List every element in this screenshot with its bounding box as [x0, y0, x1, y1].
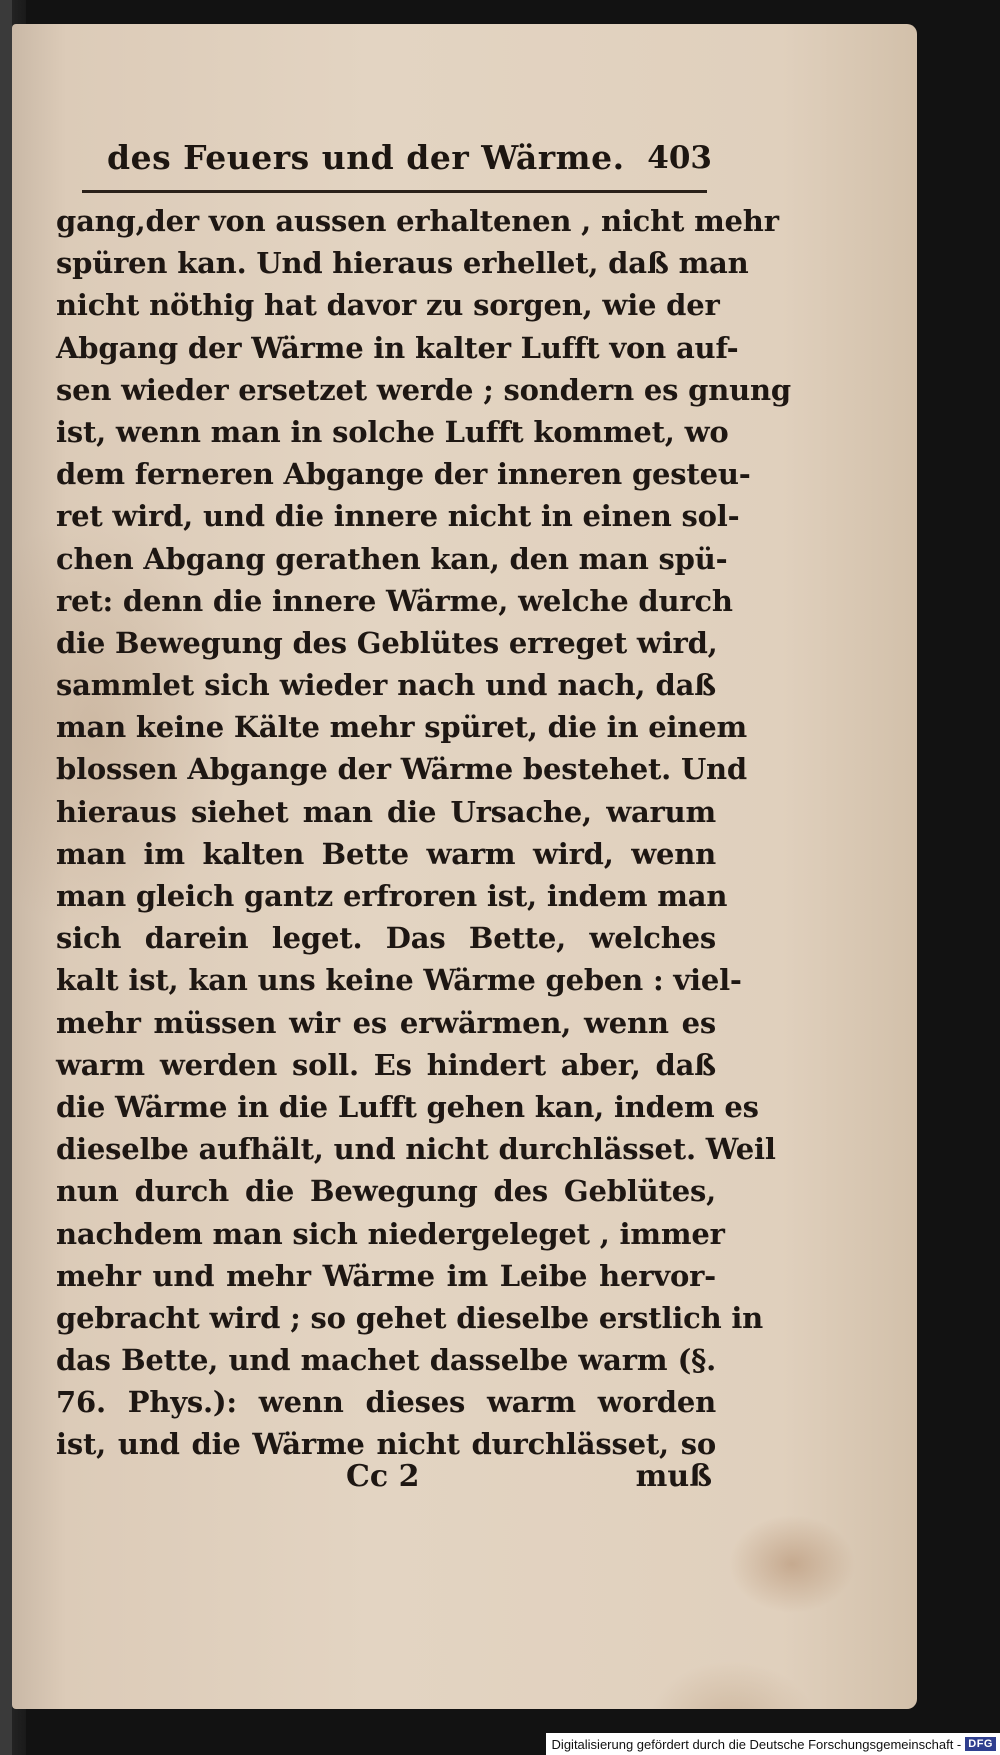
text-line: kalt ist, kan uns keine Wärme geben : viel- [56, 963, 742, 998]
text-line: hieraus siehet man die Ursache, warum [56, 794, 716, 829]
text-line: sich darein leget. Das Bette, welches [56, 921, 716, 956]
text-line: die Bewegung des Geblütes erreget wird, [56, 625, 718, 660]
body-text [56, 200, 791, 1466]
text-line: ret wird, und die innere nicht in einen sol- [56, 499, 740, 534]
dfg-logo: DFG [965, 1737, 996, 1751]
text-line: die Wärme in die Lufft gehen kan, indem es [56, 1089, 759, 1124]
catchword: muß [635, 1459, 712, 1494]
text-line: mehr und mehr Wärme im Leibe hervor- [56, 1258, 716, 1293]
text-line: sammlet sich wieder nach und nach, daß [56, 668, 716, 703]
text-line: dieselbe aufhält, und nicht durchlässet. Weil [56, 1132, 776, 1167]
text-line: ist, und die Wärme nicht durchlässet, so [56, 1427, 716, 1462]
text-line: das Bette, und machet dasselbe warm (§. [56, 1343, 716, 1378]
header-rule [82, 190, 707, 193]
text-line: warm werden soll. Es hindert aber, daß [56, 1047, 716, 1082]
spine-shadow [0, 0, 12, 1755]
text-line: ret: denn die innere Wärme, welche durch [56, 583, 733, 618]
text-line: gebracht wird ; so gehet dieselbe erstlich in [56, 1300, 764, 1335]
text-line: nicht nöthig hat davor zu sorgen, wie der [56, 288, 720, 323]
text-line: spüren kan. Und hieraus erhellet, daß man [56, 246, 749, 281]
text-line: man im kalten Bette warm wird, wenn [56, 836, 716, 871]
running-head: des Feuers und der Wärme. [107, 138, 625, 177]
text-line: nachdem man sich niedergeleget , immer [56, 1216, 725, 1251]
credit-text: Digitalisierung gefördert durch die Deutsche Forschungsgemeinschaft - [551, 1736, 962, 1752]
text-line: man gleich gantz erfroren ist, indem man [56, 879, 728, 913]
signature-mark: Cc 2 [346, 1459, 420, 1494]
text-line: ist, wenn man in solche Lufft kommet, wo [56, 414, 729, 449]
text-line: dem ferneren Abgange der inneren gesteu- [56, 457, 751, 492]
text-line: blossen Abgange der Wärme bestehet. Und [56, 752, 748, 787]
book-page [12, 24, 917, 1709]
text-line: chen Abgang gerathen kan, den man spü- [56, 541, 728, 576]
page-footer [56, 1459, 712, 1504]
page-number: 403 [647, 140, 712, 176]
text-line: nun durch die Bewegung des Geblütes, [56, 1174, 716, 1209]
text-line: mehr müssen wir es erwärmen, wenn es [56, 1005, 716, 1040]
text-line: Abgang der Wärme in kalter Lufft von auf- [56, 330, 739, 365]
text-line: sen wieder ersetzet werde ; sondern es gnung [56, 372, 791, 407]
digitization-credit [546, 1733, 1000, 1755]
text-line: 76. Phys.): wenn dieses warm worden [56, 1385, 716, 1420]
text-line: man keine Kälte mehr spüret, die in einem [56, 710, 747, 745]
page-header [107, 134, 712, 190]
text-line: gang,der von aussen erhaltenen , nicht mehr [56, 204, 779, 238]
